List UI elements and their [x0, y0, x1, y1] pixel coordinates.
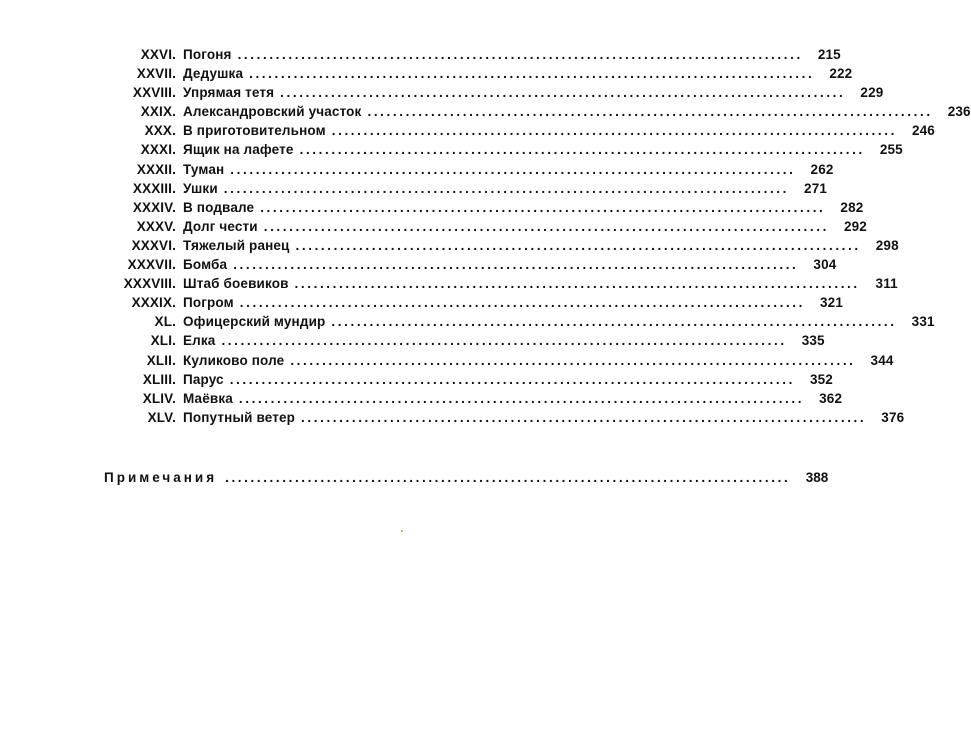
chapter-number: XXXI. — [140, 142, 176, 158]
toc-entry — [100, 66, 853, 85]
dot-leader: ......................................................................................... — [280, 85, 846, 101]
toc-entry — [100, 333, 825, 352]
chapter-number: XXXIX. — [131, 295, 176, 311]
chapter-page-number: 344 — [870, 352, 894, 368]
chapter-number: XLI. — [150, 333, 176, 349]
toc-entry — [100, 180, 828, 200]
toc-entry — [100, 371, 833, 391]
chapter-title: Погром — [183, 295, 234, 311]
chapter-page-number: 321 — [820, 295, 843, 311]
dot-leader: ......................................................................................... — [230, 161, 796, 177]
chapter-number: XXXIV. — [132, 199, 176, 215]
toc-entry — [100, 123, 935, 142]
chapter-number: XLIV. — [142, 390, 176, 406]
chapter-page-number: 298 — [875, 237, 899, 253]
chapter-title: Погоня — [183, 47, 232, 62]
toc-entry — [100, 352, 894, 372]
chapter-title: Бомба — [183, 257, 228, 273]
chapter-number: XXXVIII. — [123, 276, 176, 292]
chapter-title: Попутный ветер — [183, 409, 296, 425]
chapter-number: XXX. — [144, 123, 176, 139]
chapter-title: Маёвка — [183, 390, 233, 406]
dot-leader: ......................................................................................... — [367, 104, 933, 120]
chapter-page-number: 255 — [879, 142, 903, 158]
chapter-page-number: 376 — [881, 409, 905, 425]
notes-entry — [104, 470, 829, 485]
paper-speck — [401, 530, 403, 532]
chapter-page-number: 246 — [911, 123, 935, 139]
chapter-title: Офицерский мундир — [183, 314, 326, 330]
dot-leader: ......................................................................................... — [260, 199, 826, 215]
chapter-page-number: 335 — [801, 333, 825, 349]
chapter-number: XXVII. — [136, 66, 176, 82]
dot-leader: ......................................................................................... — [225, 470, 791, 485]
chapter-page-number: 352 — [809, 371, 833, 387]
chapter-title: Елка — [183, 333, 216, 349]
dot-leader: ......................................................................................... — [331, 314, 897, 330]
toc-entry — [100, 409, 905, 429]
chapter-page-number: 331 — [911, 314, 935, 330]
toc-entry — [100, 85, 884, 104]
toc-entry — [100, 257, 837, 276]
toc-entry — [100, 295, 843, 314]
chapter-page-number: 262 — [810, 161, 834, 177]
table-of-contents — [100, 47, 971, 429]
toc-entry — [100, 47, 841, 66]
chapter-number: XXXVI. — [131, 237, 176, 253]
dot-leader: ......................................................................................... — [229, 371, 795, 387]
toc-entry — [100, 142, 903, 161]
notes-page-number: 388 — [805, 470, 829, 485]
toc-entry — [100, 161, 834, 181]
chapter-number: XXVI. — [140, 47, 176, 62]
toc-entry — [100, 104, 971, 123]
chapter-title: Дедушка — [183, 66, 244, 82]
chapter-title: Александровский участок — [183, 104, 362, 120]
toc-entry — [100, 237, 899, 257]
chapter-page-number: 215 — [817, 47, 841, 62]
chapter-title: Штаб боевиков — [183, 276, 289, 292]
notes-title: Примечания — [104, 470, 218, 485]
chapter-title: Парус — [183, 371, 224, 387]
dot-leader: ......................................................................................... — [331, 123, 897, 139]
dot-leader: ......................................................................................... — [221, 333, 787, 349]
toc-entry — [100, 276, 898, 295]
chapter-title: В приготовительном — [183, 123, 326, 139]
toc-entry — [100, 199, 864, 219]
chapter-number: XXXVII. — [127, 257, 176, 273]
toc-entry — [100, 218, 867, 238]
dot-leader: ......................................................................................... — [299, 142, 865, 158]
dot-leader: ......................................................................................... — [295, 237, 861, 253]
chapter-title: В подвале — [183, 199, 255, 215]
dot-leader: ......................................................................................... — [290, 352, 856, 368]
dot-leader: ......................................................................................... — [249, 66, 815, 82]
chapter-number: XLII. — [146, 352, 176, 368]
chapter-page-number: 311 — [875, 276, 898, 292]
dot-leader: ......................................................................................... — [238, 390, 805, 406]
chapter-page-number: 222 — [829, 66, 853, 82]
chapter-number: XXIX. — [140, 104, 176, 120]
chapter-page-number: 292 — [843, 218, 867, 234]
chapter-page-number: 304 — [813, 257, 837, 273]
dot-leader: ......................................................................................... — [233, 257, 799, 273]
chapter-page-number: 282 — [840, 199, 864, 215]
dot-leader: ......................................................................................... — [263, 218, 829, 234]
chapter-number: XXXV. — [136, 218, 176, 234]
dot-leader: ......................................................................................... — [237, 47, 803, 62]
chapter-page-number: 271 — [804, 180, 828, 196]
chapter-title: Тяжелый ранец — [183, 237, 290, 253]
chapter-title: Куликово поле — [183, 352, 285, 368]
chapter-title: Ушки — [183, 180, 218, 196]
dot-leader: ......................................................................................... — [223, 180, 790, 196]
chapter-title: Упрямая тетя — [183, 85, 275, 101]
toc-entry — [100, 390, 843, 410]
chapter-number: XLV. — [147, 409, 176, 425]
chapter-number: XL. — [154, 314, 176, 330]
chapter-number: XXXIII. — [132, 180, 176, 196]
chapter-page-number: 362 — [819, 390, 843, 406]
chapter-page-number: 229 — [860, 85, 884, 101]
chapter-number: XLIII. — [142, 371, 176, 387]
dot-leader: ......................................................................................... — [294, 276, 860, 292]
chapter-number: XXXII. — [136, 161, 176, 177]
toc-entry — [100, 314, 935, 333]
chapter-title: Долг чести — [183, 218, 258, 234]
chapter-page-number: 236 — [947, 104, 971, 120]
chapter-title: Ящик на лафете — [183, 142, 294, 158]
dot-leader: ......................................................................................... — [239, 295, 805, 311]
chapter-title: Туман — [183, 161, 225, 177]
dot-leader: ......................................................................................... — [301, 409, 867, 425]
chapter-number: XXVIII. — [132, 85, 176, 101]
